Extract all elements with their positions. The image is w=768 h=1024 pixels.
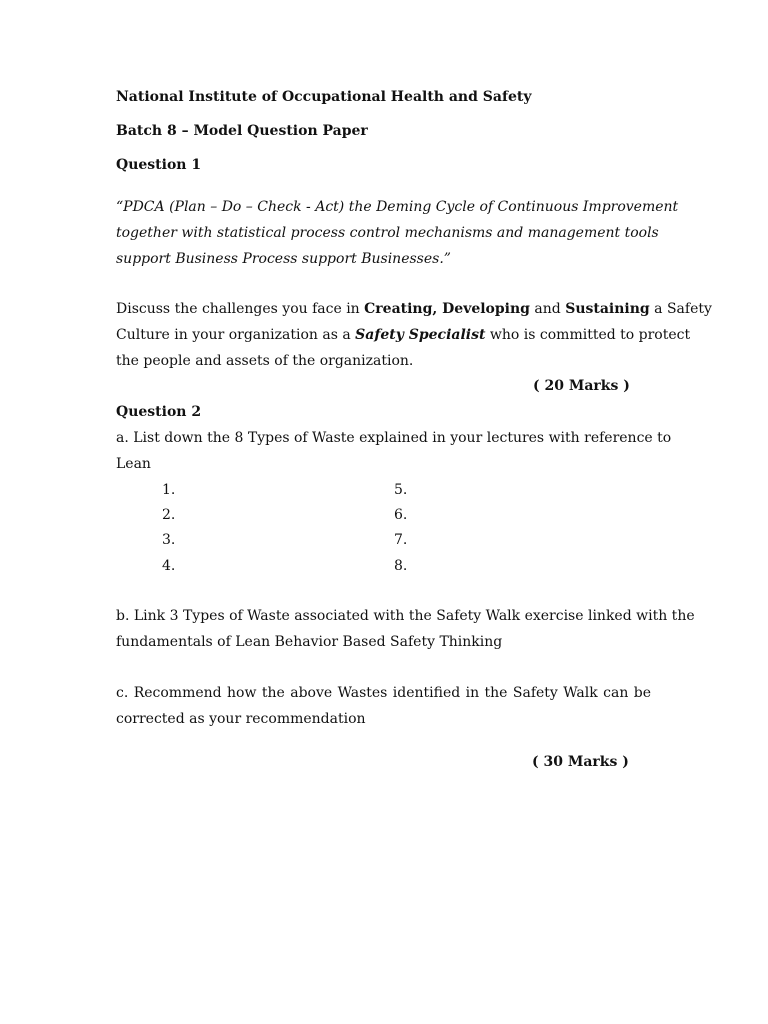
q1-quote-line-2: together with statistical process control mechanisms and management tools (116, 225, 659, 241)
list-number-7: 7. (394, 532, 408, 548)
list-number-4: 4. (162, 558, 176, 574)
q1-creating: Creating, (364, 301, 438, 317)
q2b-line-1: b. Link 3 Types of Waste associated with the Safety Walk exercise linked with the (116, 608, 695, 624)
question-1-heading: Question 1 (116, 157, 202, 173)
q1-discuss-text-b: a Safety (649, 301, 712, 317)
list-number-6: 6. (394, 507, 408, 523)
q1-quote-line-3: support Business Process support Businesses.” (116, 251, 451, 267)
q2b-line-2: fundamentals of Lean Behavior Based Safety Thinking (116, 634, 503, 650)
q2a-line-2: Lean (116, 456, 151, 472)
paper-title: Batch 8 – Model Question Paper (116, 123, 368, 139)
q1-discuss-line-3: the people and assets of the organization. (116, 353, 414, 369)
q2c-line-2: corrected as your recommendation (116, 711, 366, 727)
list-number-8: 8. (394, 558, 408, 574)
q1-line2-text-b: who is committed to protect (485, 327, 691, 343)
q1-discuss-text-a: Discuss the challenges you face in (116, 301, 365, 317)
q1-and: and (529, 301, 566, 317)
q1-line2-text-a: Culture in your organization as a (116, 327, 356, 343)
q2-marks: ( 30 Marks ) (532, 754, 629, 770)
list-number-1: 1. (162, 482, 176, 498)
question-2-heading: Question 2 (116, 404, 202, 420)
institute-title: National Institute of Occupational Health and Safety (116, 89, 532, 105)
q1-developing: Developing (437, 301, 530, 317)
q1-discuss-line-1 (116, 296, 712, 322)
q1-sustaining: Sustaining (565, 301, 650, 317)
q2c-line-1: c. Recommend how the above Wastes identified in the Safety Walk can be (116, 685, 651, 701)
q1-discuss-line-2 (116, 322, 691, 348)
q2a-line-1: a. List down the 8 Types of Waste explained in your lectures with reference to (116, 430, 672, 446)
list-number-3: 3. (162, 532, 176, 548)
q1-safety-specialist: Safety Specialist (355, 327, 486, 343)
q1-marks: ( 20 Marks ) (533, 378, 630, 394)
list-number-5: 5. (394, 482, 408, 498)
list-number-2: 2. (162, 507, 176, 523)
q1-quote-line-1: “PDCA (Plan – Do – Check - Act) the Deming Cycle of Continuous Improvement (116, 199, 679, 215)
